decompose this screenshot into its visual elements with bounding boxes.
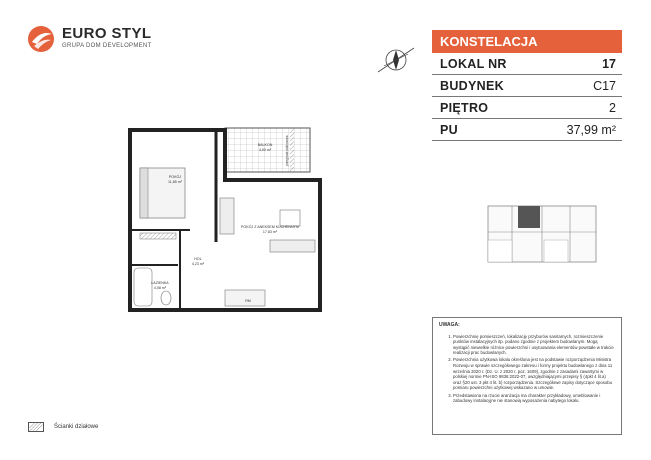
room-area-bathroom: 4,08 m² — [153, 286, 167, 290]
note-item: 1. Powierzchnię pomieszczeń, lokalizację przyborów sanitarnych, rozmieszczenie punktów instalacyjnych itp. podano zgodnie z projektem budowlanym. Mogą wystąpić niewielkie różnice powierzchni i usytuowania elementów powstałe w trakcie realizacji prac budowlanych. — [453, 334, 615, 356]
rm-label: RM — [245, 299, 251, 303]
room-area-hall: 4,23 m² — [191, 262, 205, 266]
project-name: KONSTELACJA — [432, 30, 622, 53]
notes-title: UWAGA: — [439, 322, 460, 328]
brand-name: EURO STYL — [62, 25, 152, 42]
info-row-unit — [432, 53, 622, 75]
room-area-bedroom: 11,85 m² — [168, 180, 182, 184]
info-value: C17 — [593, 78, 616, 93]
key-plan — [482, 200, 602, 270]
info-value: 37,99 m² — [566, 122, 616, 137]
room-label-bedroom: POKÓJ — [168, 175, 182, 179]
notes-box — [432, 317, 622, 435]
info-panel — [432, 30, 622, 141]
info-label: LOKAL NR — [440, 56, 507, 71]
legend-label: Ścianki działowe — [54, 424, 99, 430]
note-item: 2. Powierzchnia użytkowa lokalu określona jest na podstawie rozporządzenia Ministra Rozwoju w sprawie szczegółowego zakresu i formy projektu budowlanego z dnia 11 września 2020 r. (Dz. U. z 2020 r. poz. 1609), zgodnie z zasadami zawartymi w polskiej normie PN-ISO 9836:2022-07, uwzględniającymi przepisy § (4pkt 4 lit.a) oraz §20 ust. 3 pkt 4 lit. b) rozporządzenia. Szczegółowe zapisy dotyczące sposobu pomiaru powierzchni użytkowej wskazano w umowie. — [453, 357, 615, 391]
note-item: 3. Przedstawiona na rzucie aranżacja ma charakter przykładowy, umeblowanie i zabudowy instalacyjne nie stanowią wyposażenia nabytego lokalu. — [453, 393, 615, 404]
balcony-divider-label: przegroda balkonowa — [285, 135, 289, 166]
room-area-balcony: 4,90 m² — [258, 148, 272, 152]
info-row-building — [432, 75, 622, 97]
info-row-floor — [432, 97, 622, 119]
info-label: BUDYNEK — [440, 78, 504, 93]
room-label-hall: HOL — [194, 257, 202, 261]
legend — [28, 421, 98, 433]
hatch-swatch-icon — [28, 422, 44, 432]
info-label: PU — [440, 122, 458, 137]
compass-icon — [374, 38, 418, 82]
room-label-balcony: BALKON — [257, 143, 273, 147]
room-area-living: 17,83 m² — [262, 230, 278, 234]
brand-subtitle: GRUPA DOM DEVELOPMENT — [62, 43, 152, 49]
room-label-bathroom: ŁAZIENKA — [151, 281, 169, 285]
logo-icon — [26, 24, 56, 54]
info-value: 2 — [609, 100, 616, 115]
notes-list — [439, 334, 615, 404]
info-value: 17 — [602, 56, 616, 71]
floor-plan — [120, 120, 335, 335]
info-label: PIĘTRO — [440, 100, 489, 115]
info-row-area — [432, 119, 622, 141]
room-label-living: POKÓJ Z ANEKSEM KUCHENNYM — [241, 225, 299, 229]
brand-logo — [26, 24, 166, 54]
